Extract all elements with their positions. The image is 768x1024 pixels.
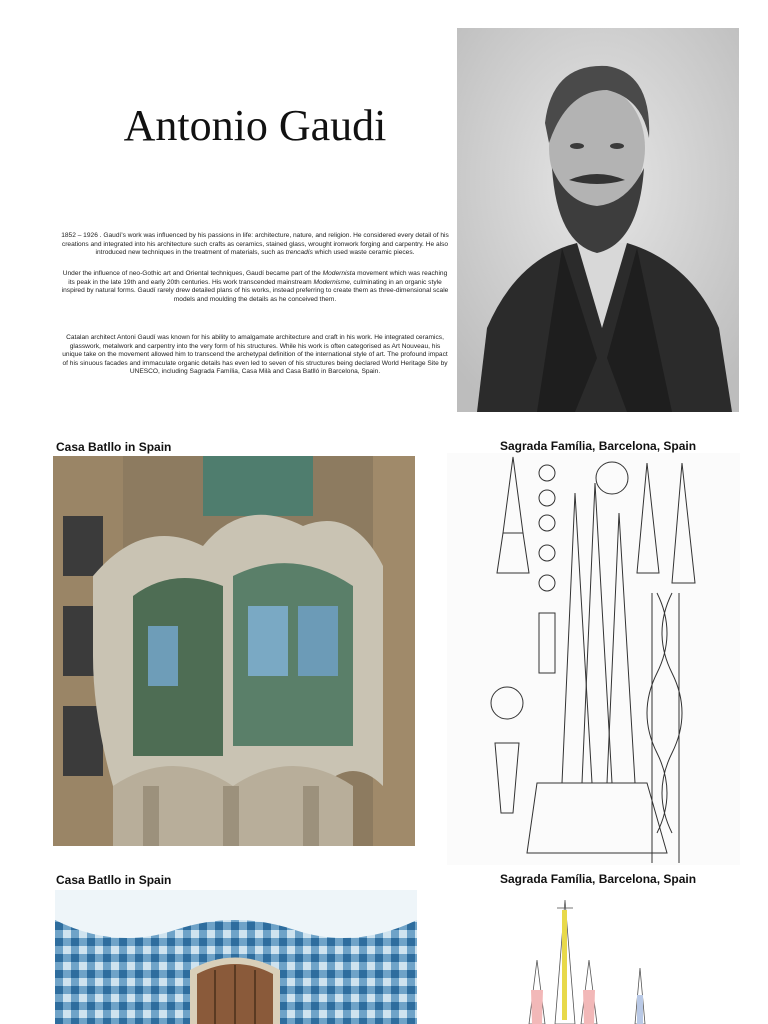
gaudi-portrait-photo bbox=[457, 28, 739, 412]
bio-years: 1852 – 1926 . bbox=[61, 232, 102, 239]
page-title: Antonio Gaudi bbox=[123, 101, 387, 150]
bio-p2-mid: movement which was reaching its peak in the late 19th and early 20th centuries. His work transcended mainstream bbox=[68, 270, 448, 286]
bio-p2-start: Under the influence of neo-Gothic art and Oriental techniques, Gaudí became part of the bbox=[62, 270, 321, 277]
bio-p2-end: , culminating in an organic style inspired by natural forms. Gaudí rarely drew detailed plans of his works, instead preferring to create them as three-dimensional scale models and moulding the details as he conceived them. bbox=[61, 278, 449, 303]
bio-paragraph-2 bbox=[60, 270, 450, 304]
bio-p1-text: Gaudí's work was influenced by his passions in life: architecture, nature, and religion. He considered every detail of his creations and integrated into his architecture such crafts as ceramics, stained glass, wrought ironwork forging and carpentry. He also introduced new techniques in the treatment of materials, such as bbox=[61, 232, 449, 257]
caption-sagrada-familia-2: Sagrada Família, Barcelona, Spain bbox=[500, 872, 697, 886]
bio-paragraph-1 bbox=[60, 232, 450, 258]
bio-paragraph-3: Catalan architect Antoni Gaudí was known for his ability to amalgamate architecture and craft in his work. He integrated ceramics, glasswork, metalwork and carpentry into the very form of his structures. While his work is often categorised as Art Nouveau, his unique take on the movement allowed him to transcend the archetypal definition of the international style of art. The profound impact of his sinuous facades and immaculate organic details has even led to seven of his structures being declared World Heritage Site by UNESCO, including Sagrada Família, Casa Milà and Casa Batlló in Barcelona, Spain. bbox=[62, 334, 448, 376]
sagrada-familia-drawing bbox=[447, 453, 740, 865]
bio-trencadis: trencadís bbox=[285, 249, 313, 257]
casa-batllo-facade-photo bbox=[53, 456, 415, 846]
caption-casa-batllo-1: Casa Batllo in Spain bbox=[56, 440, 172, 454]
bio-p1-end: which used waste ceramic pieces. bbox=[314, 249, 415, 257]
sagrada-familia-elevation-drawing bbox=[447, 890, 740, 1024]
bio-modernista: Modernista bbox=[322, 270, 356, 277]
casa-batllo-interior-photo bbox=[55, 890, 417, 1024]
caption-sagrada-familia-1: Sagrada Família, Barcelona, Spain bbox=[500, 439, 697, 453]
caption-casa-batllo-2: Casa Batllo in Spain bbox=[56, 873, 172, 887]
bio-modernisme: Modernisme bbox=[313, 278, 350, 286]
